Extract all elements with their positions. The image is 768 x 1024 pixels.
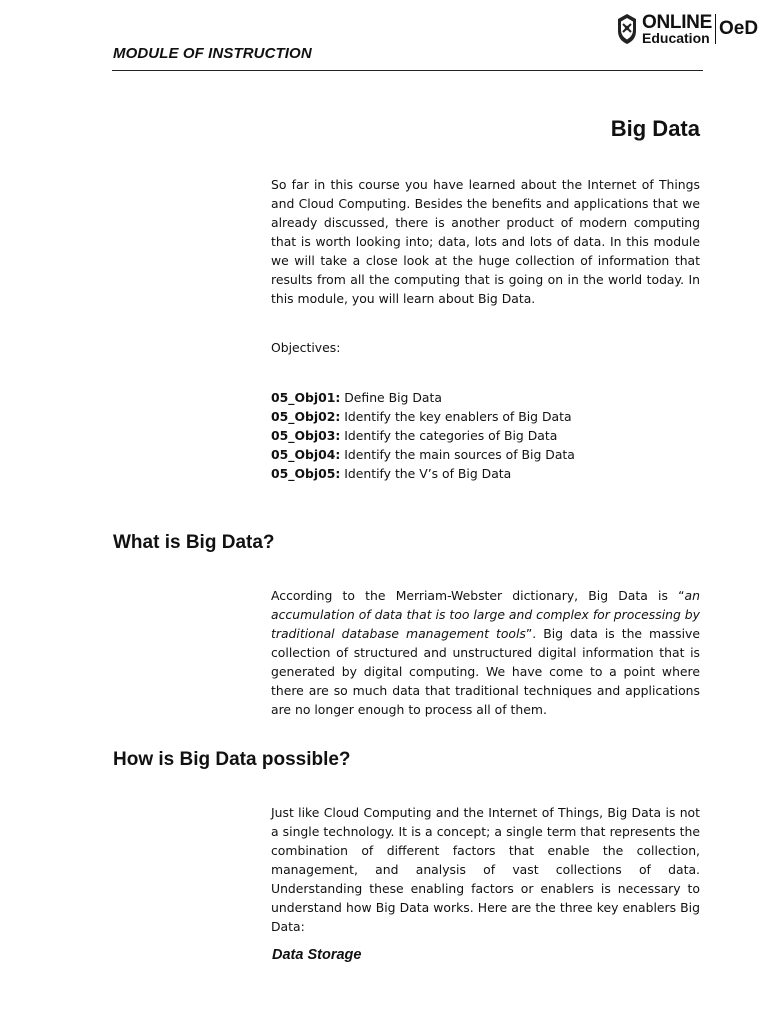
- definition-quote: an accumulation of data that is too large and complex for processing by traditional database management tools: [271, 588, 700, 641]
- objective-text: Identify the key enablers of Big Data: [340, 409, 572, 424]
- objective-code: 05_Obj02:: [271, 409, 341, 424]
- logo-divider: [715, 14, 716, 44]
- objective-text: Define Big Data: [340, 390, 442, 405]
- header-divider: [112, 70, 703, 71]
- subheading-data-storage: Data Storage: [272, 947, 362, 963]
- section-heading-what-is-big-data: What is Big Data?: [113, 532, 275, 553]
- section-heading-how-is-big-data-possible: How is Big Data possible?: [113, 749, 351, 770]
- enablers-paragraph: Just like Cloud Computing and the Internet of Things, Big Data is not a single technology. It is a concept; a single term that represents the combination of different factors that enable the collection, management, and analysis of vast collections of data. Understanding these enabling factors or enablers is necessary to understand how Big Data works. Here are the three key enablers Big Data:: [271, 805, 700, 934]
- objective-item: [271, 464, 511, 483]
- objectives-label: Objectives:: [271, 340, 341, 355]
- definition-text-end: ”. Big data is the massive collection of structured and unstructured digital information that is generated by digital computing. We have come to a point where there are so much data that traditional techniques and applications are no longer enough to process all of them.: [271, 626, 700, 717]
- objective-code: 05_Obj04:: [271, 447, 341, 462]
- page-title: Big Data: [610, 116, 700, 141]
- objective-item: [271, 388, 442, 407]
- objective-item: [271, 445, 575, 464]
- objective-text: Identify the categories of Big Data: [340, 428, 558, 443]
- intro-paragraph: So far in this course you have learned about the Internet of Things and Cloud Computing. Besides the benefits and applications that we already discussed, there is another product of modern computing that is worth looking into; data, lots and lots of data. In this module we will take a close look at the huge collection of information that results from all the computing that is going on in the world today. In this module, you will learn about Big Data.: [271, 177, 700, 306]
- objective-item: [271, 426, 557, 445]
- module-header-title: MODULE OF INSTRUCTION: [113, 45, 312, 62]
- logo-text-online: ONLINE: [642, 12, 712, 33]
- logo-text-education: Education: [642, 30, 710, 46]
- objective-code: 05_Obj03:: [271, 428, 341, 443]
- logo-mark-oed: OeD: [719, 18, 759, 39]
- definition-paragraph: [271, 586, 700, 719]
- objective-item: [271, 407, 572, 426]
- definition-text-start: According to the Merriam-Webster dictionary, Big Data is “: [271, 588, 685, 603]
- objective-text: Identify the main sources of Big Data: [340, 447, 575, 462]
- shield-emblem-icon: [616, 13, 638, 45]
- objective-text: Identify the V’s of Big Data: [340, 466, 512, 481]
- objective-code: 05_Obj05:: [271, 466, 341, 481]
- online-education-logo: [614, 12, 764, 48]
- objective-code: 05_Obj01:: [271, 390, 341, 405]
